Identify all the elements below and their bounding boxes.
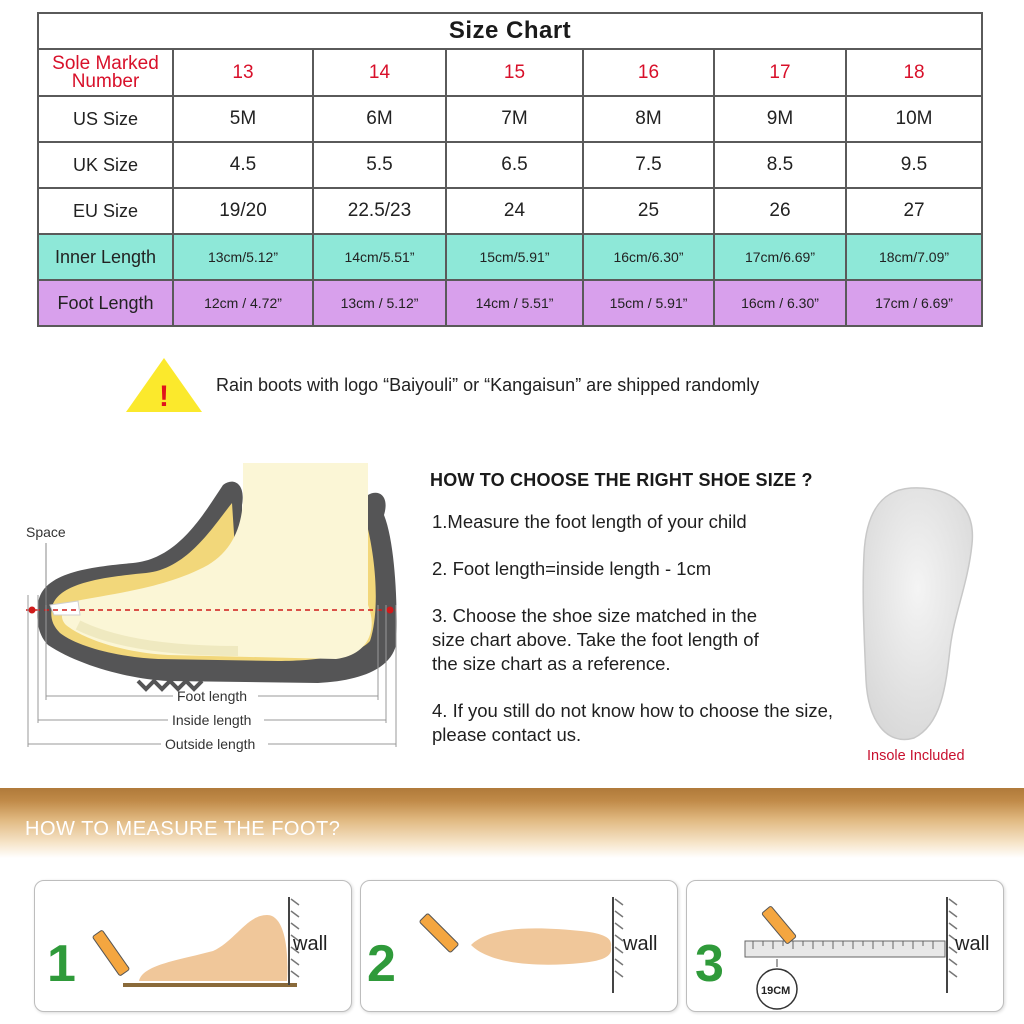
table-cell: 15cm/5.91” [446,234,583,280]
sole-number: 14 [313,49,446,96]
us-size-row [38,96,982,142]
measure-step-2-panel [360,880,678,1012]
table-cell: 8M [583,96,714,142]
how-to-choose-section [430,470,890,745]
table-cell: 16cm / 6.30” [714,280,846,326]
measure-step-3-panel [686,880,1004,1012]
row-label: EU Size [38,188,173,234]
choose-step-2: 2. Foot length=inside length - 1cm [432,558,712,579]
table-cell: 9.5 [846,142,982,188]
svg-text:2: 2 [367,935,396,993]
uk-size-row [38,142,982,188]
row-label: Foot Length [38,280,173,326]
table-cell: 19/20 [173,188,313,234]
table-cell: 10M [846,96,982,142]
table-cell: 7M [446,96,583,142]
table-cell: 9M [714,96,846,142]
table-cell: 22.5/23 [313,188,446,234]
ruler-reading: 19CM [761,985,791,997]
wall-label: wall [623,933,658,955]
choose-step-4: 4. If you still do not know how to choose the size, please contact us. [432,700,834,745]
table-cell: 14cm / 5.51” [446,280,583,326]
table-cell: 6M [313,96,446,142]
table-cell: 15cm / 5.91” [583,280,714,326]
table-cell: 24 [446,188,583,234]
table-cell: 17cm / 6.69” [846,280,982,326]
inside-length-label: Inside length [172,712,252,728]
table-cell: 14cm/5.51” [313,234,446,280]
table-cell: 6.5 [446,142,583,188]
svg-text:3: 3 [695,935,724,993]
table-cell: 12cm / 4.72” [173,280,313,326]
outside-length-label: Outside length [165,736,256,752]
row-label: Inner Length [38,234,173,280]
size-chart-title: Size Chart [38,13,982,49]
table-cell: 7.5 [583,142,714,188]
table-cell: 18cm/7.09” [846,234,982,280]
insole-image [856,484,978,744]
shipping-notice [124,356,924,414]
table-cell: 27 [846,188,982,234]
size-chart-table [37,12,983,327]
shoe-measurement-diagram [18,455,408,755]
table-cell: 25 [583,188,714,234]
sole-number: 18 [846,49,982,96]
measure-step-1-panel [34,880,352,1012]
notice-text: Rain boots with logo “Baiyouli” or “Kangaisun” are shipped randomly [216,375,760,395]
row-label: US Size [38,96,173,142]
table-cell: 13cm/5.12” [173,234,313,280]
eu-size-row [38,188,982,234]
table-cell: 5.5 [313,142,446,188]
measure-heading: HOW TO MEASURE THE FOOT? [25,818,341,840]
insole-caption: Insole Included [867,748,965,764]
table-cell: 4.5 [173,142,313,188]
foot-length-row [38,280,982,326]
choose-step-3: 3. Choose the shoe size matched in the size chart above. Take the foot length of the size chart as a reference. [432,605,759,674]
row-label: UK Size [38,142,173,188]
table-cell: 26 [714,188,846,234]
warning-triangle-icon [124,356,204,414]
measure-banner [0,788,1024,858]
sole-number: 16 [583,49,714,96]
table-cell: 17cm/6.69” [714,234,846,280]
inner-length-row [38,234,982,280]
sole-marked-number-label: Sole Marked Number [38,49,173,96]
shoe-cross-section-illustration [18,455,408,755]
wall-label: wall [293,933,328,955]
table-cell: 5M [173,96,313,142]
how-to-choose-heading: HOW TO CHOOSE THE RIGHT SHOE SIZE ? [430,470,813,490]
foot-length-label: Foot length [177,688,248,704]
table-cell: 13cm / 5.12” [313,280,446,326]
space-label: Space [26,524,66,540]
wall-label: wall [955,933,990,955]
sole-number: 17 [714,49,846,96]
sole-number: 15 [446,49,583,96]
choose-step-1: 1.Measure the foot length of your child [432,511,747,532]
table-cell: 8.5 [714,142,846,188]
sole-number: 13 [173,49,313,96]
svg-text:1: 1 [47,935,76,993]
svg-text:!: ! [159,380,169,413]
table-cell: 16cm/6.30” [583,234,714,280]
